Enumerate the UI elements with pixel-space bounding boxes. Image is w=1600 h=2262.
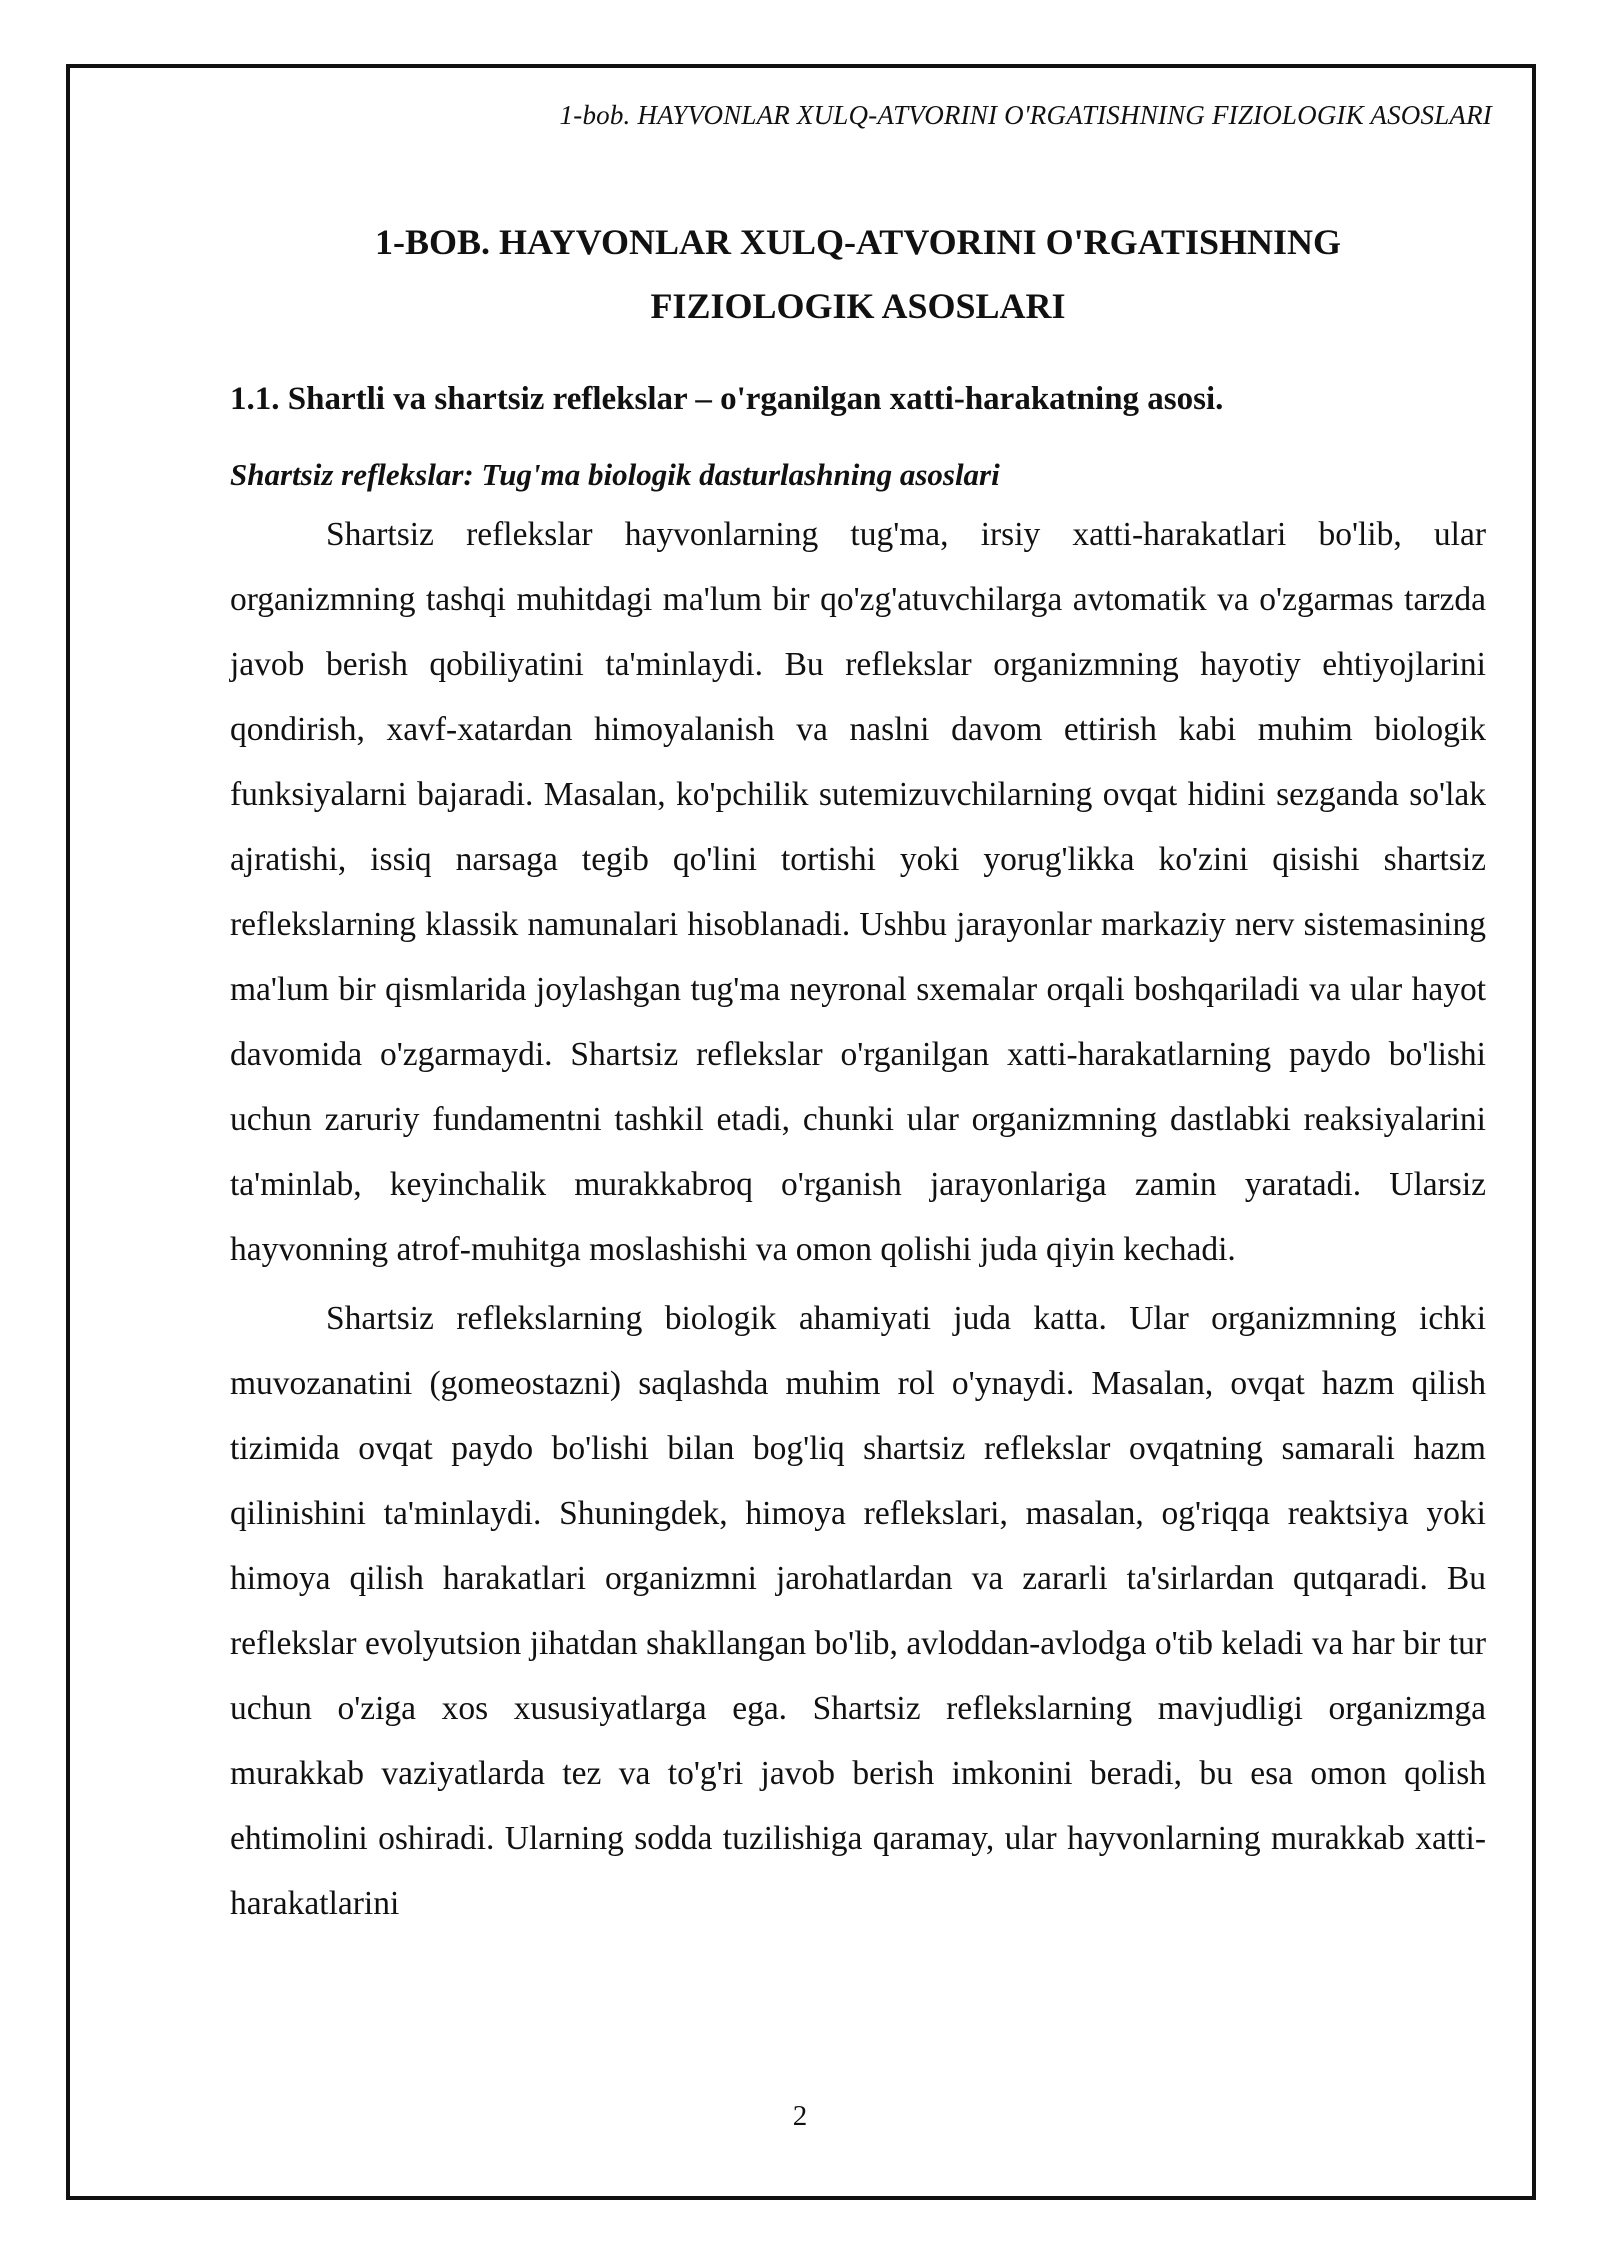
body-paragraph-1: Shartsiz reflekslar hayvonlarning tug'ma, irsiy xatti-harakatlari bo'lib, ular organizmning tashqi muhitdagi ma'lum bir qo'zg'atuvchilarga avtomatik va o'zgarmas tarzda javob berish qobiliyatini ta'minlaydi. Bu reflekslar organizmning hayotiy ehtiyojlarini qondirish, xavf-xatardan himoyalanish va naslni davom ettirish kabi muhim biologik funksiyalarni bajaradi. Masalan, ko'pchilik sutemizuvchilarning ovqat hidini sezganda so'lak ajratishi, issiq narsaga tegib qo'lini tortishi yoki yorug'likka ko'zini qisishi shartsiz reflekslarning klassik namunalari hisoblanadi. Ushbu jarayonlar markaziy nerv sistemasining ma'lum bir qismlarida joylashgan tug'ma neyronal sxemalar orqali boshqariladi va ular hayot davomida o'zgarmaydi. Shartsiz reflekslar o'rganilgan xatti-harakatlarning paydo bo'lishi uchun zaruriy fundamentni tashkil etadi, chunki ular organizmning dastlabki reaksiyalarini ta'minlab, keyinchalik murakkabroq o'rganish jarayonlariga zamin yaratadi. Ularsiz hayvonning atrof-muhitga moslashishi va omon qolishi juda qiyin kechadi. [230, 516, 1486, 1268]
body-paragraph-2: Shartsiz reflekslarning biologik ahamiyati juda katta. Ular organizmning ichki muvozanatini (gomeostazni) saqlashda muhim rol o'ynaydi. Masalan, ovqat hazm qilish tizimida ovqat paydo bo'lishi bilan bog'liq shartsiz reflekslar ovqatning samarali hazm qilinishini ta'minlaydi. Shuningdek, himoya reflekslari, masalan, og'riqqa reaktsiya yoki himoya qilish harakatlari organizmni jarohatlardan va zararli ta'sirlardan qutqaradi. Bu reflekslar evolyutsion jihatdan shakllangan bo'lib, avloddan-avlodga o'tib keladi va har bir tur uchun o'ziga xos xususiyatlarga ega. Shartsiz reflekslarning mavjudligi organizmga murakkab vaziyatlarda tez va to'g'ri javob berish imkonini beradi, bu esa omon qolish ehtimolini oshiradi. Ularning sodda tuzilishiga qaramay, ular hayvonlarning murakkab xatti-harakatlarini [230, 1300, 1486, 1922]
page-number: 2 [792, 2100, 808, 2132]
chapter-title-line-2: FIZIOLOGIK ASOSLARI [650, 286, 1066, 326]
running-header: 1-bob. HAYVONLAR XULQ-ATVORINI O'RGATISHNING FIZIOLOGIK ASOSLARI [559, 100, 1492, 130]
section-title: 1.1. Shartli va shartsiz reflekslar – o'rganilgan xatti-harakatning asosi. [230, 381, 1224, 417]
chapter-title-line-1: 1-BOB. HAYVONLAR XULQ-ATVORINI O'RGATISHNING [374, 222, 1341, 262]
chapter-title [230, 210, 1486, 338]
page-content [230, 210, 1486, 1936]
subsection-title: Shartsiz reflekslar: Tug'ma biologik dasturlashning asoslari [230, 457, 1000, 492]
